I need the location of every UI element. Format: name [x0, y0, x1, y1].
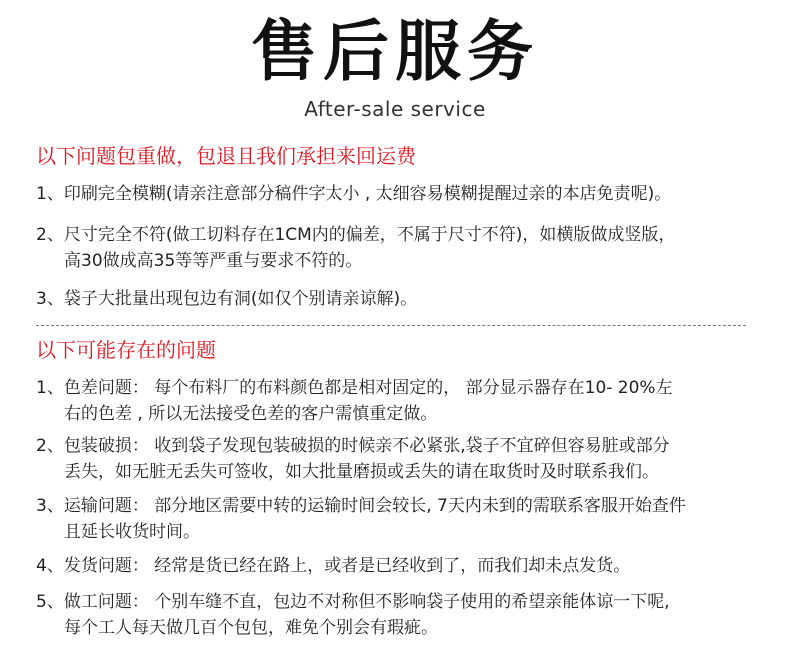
item-line: 3、运输问题： 部分地区需要中转的运输时间会较长, 7天内未到的需联系客服开始查件 — [36, 496, 686, 516]
list-item — [36, 181, 756, 207]
section-heading-guaranteed: 以下问题包重做，包退且我们承担来回运费 — [36, 144, 416, 168]
item-line-continued: 丢失，如无脏无丢失可签收，如大批量磨损或丢失的请在取货时及时联系我们。 — [64, 462, 659, 482]
item-line: 4、发货问题： 经常是货已经在路上，或者是已经收到了，而我们却未点发货。 — [36, 556, 631, 576]
item-line: 3、袋子大批量出现包边有洞(如仅个别请亲谅解)。 — [36, 289, 418, 309]
item-line: 2、尺寸完全不符(做工切料存在1CM内的偏差，不属于尺寸不符)，如横版做成竖版， — [36, 225, 676, 245]
item-line: 1、印刷完全模糊(请亲注意部分稿件字太小 , 太细容易模糊提醒过亲的本店免责呢)。 — [36, 184, 672, 204]
section-heading-possible-issues: 以下可能存在的问题 — [36, 338, 216, 362]
item-line-continued: 每个工人每天做几百个包包，难免个别会有瑕疵。 — [64, 618, 438, 638]
item-line: 1、色差问题： 每个布料厂的布料颜色都是相对固定的， 部分显示器存在10- 20%左 — [36, 378, 673, 398]
list-item — [36, 222, 756, 274]
item-line-continued: 右的色差 , 所以无法接受色差的客户需慎重定做。 — [64, 404, 438, 424]
item-line-continued: 高30做成高35等等严重与要求不符的。 — [64, 251, 363, 271]
list-item — [36, 433, 756, 485]
list-item — [36, 375, 756, 427]
page-subtitle: After-sale service — [304, 97, 486, 121]
item-line-continued: 且延长收货时间。 — [64, 522, 200, 542]
list-item — [36, 589, 756, 641]
list-item — [36, 553, 756, 579]
item-line: 5、做工问题： 个别车缝不直，包边不对称但不影响袋子使用的希望亲能体谅一下呢, — [36, 592, 670, 612]
page-title: 售后服务 — [251, 13, 539, 90]
list-item — [36, 493, 756, 545]
dashed-divider — [36, 325, 746, 326]
item-line: 2、包装破损： 收到袋子发现包装破损的时候亲不必紧张,袋子不宜碎但容易脏或部分 — [36, 436, 670, 456]
list-item — [36, 286, 756, 312]
